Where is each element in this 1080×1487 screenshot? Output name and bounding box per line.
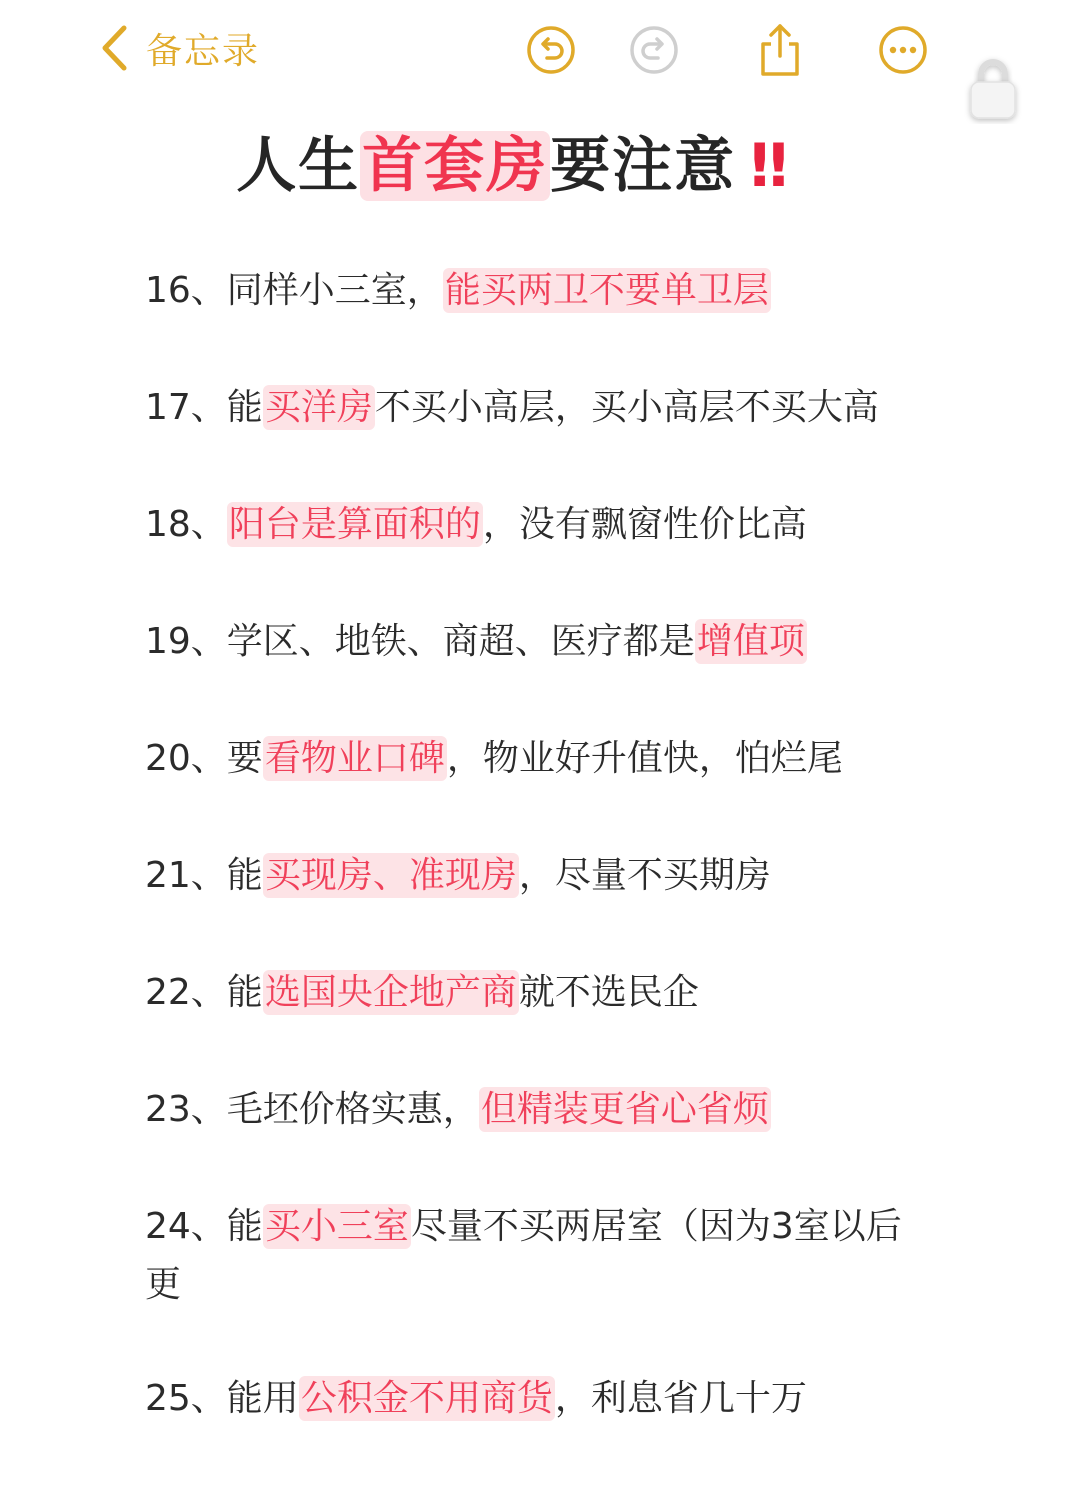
line-text: ，尽量不买期房 [518,855,771,896]
note-line [145,847,935,905]
highlighted-text: 买洋房 [264,387,373,428]
note-line [145,613,935,671]
title-text-end: 要注意 [550,131,737,201]
highlighted-text: 增值项 [696,621,805,662]
chevron-left-icon [100,25,128,71]
note-title [0,118,1020,204]
note-line [145,379,935,437]
note-line [145,1370,935,1428]
note-line [145,496,935,554]
line-text: ，物业好升值快，怕烂尾 [446,738,843,779]
undo-icon [525,24,577,76]
more-icon [877,24,929,76]
back-button[interactable] [100,22,260,74]
highlighted-text: 买现房、准现房 [264,855,517,896]
line-text: 21、能 [145,855,263,896]
note-line [145,1081,935,1139]
lock-button[interactable] [962,52,1024,124]
exclamation-icon: ‼ [750,131,784,201]
redo-button[interactable] [626,22,682,78]
line-text: 23、毛坯价格实惠， [145,1089,479,1130]
line-text: 就不选民企 [518,972,699,1013]
highlighted-text: 但精装更省心省烦 [480,1089,769,1130]
highlighted-text: 阳台是算面积的 [228,504,481,545]
highlighted-text: 选国央企地产商 [264,972,517,1013]
title-highlight: 首套房 [362,131,549,201]
redo-icon [628,24,680,76]
line-text: ，利息省几十万 [554,1378,807,1419]
note-line [145,964,935,1022]
highlighted-text: 买小三室 [264,1206,409,1247]
line-text: 20、要 [145,738,263,779]
line-text: 24、能 [145,1206,263,1247]
note-body [145,262,935,1487]
share-button[interactable] [752,22,808,78]
note-line [145,262,935,320]
line-text: 25、能用 [145,1378,299,1419]
highlighted-text: 能买两卫不要单卫层 [444,270,769,311]
line-text: 不买小高层，买小高层不买大高 [374,387,879,428]
line-text: 17、能 [145,387,263,428]
note-line [145,1198,935,1314]
highlighted-text: 看物业口碑 [264,738,445,779]
line-text: 18、 [145,504,227,545]
undo-button[interactable] [523,22,579,78]
line-text: 尽量不买两居室（因为3室以后更 [145,1206,902,1305]
notes-toolbar [0,0,1080,100]
back-label: 备忘录 [146,30,261,72]
title-text: 人生 [236,131,361,201]
share-icon [755,22,805,78]
line-text: 16、同样小三室， [145,270,443,311]
line-text: 19、学区、地铁、商超、医疗都是 [145,621,695,662]
line-text: 22、能 [145,972,263,1013]
highlighted-text: 公积金不用商货 [300,1378,553,1419]
note-line [145,730,935,788]
line-text: ，没有飘窗性价比高 [482,504,807,545]
more-button[interactable] [875,22,931,78]
